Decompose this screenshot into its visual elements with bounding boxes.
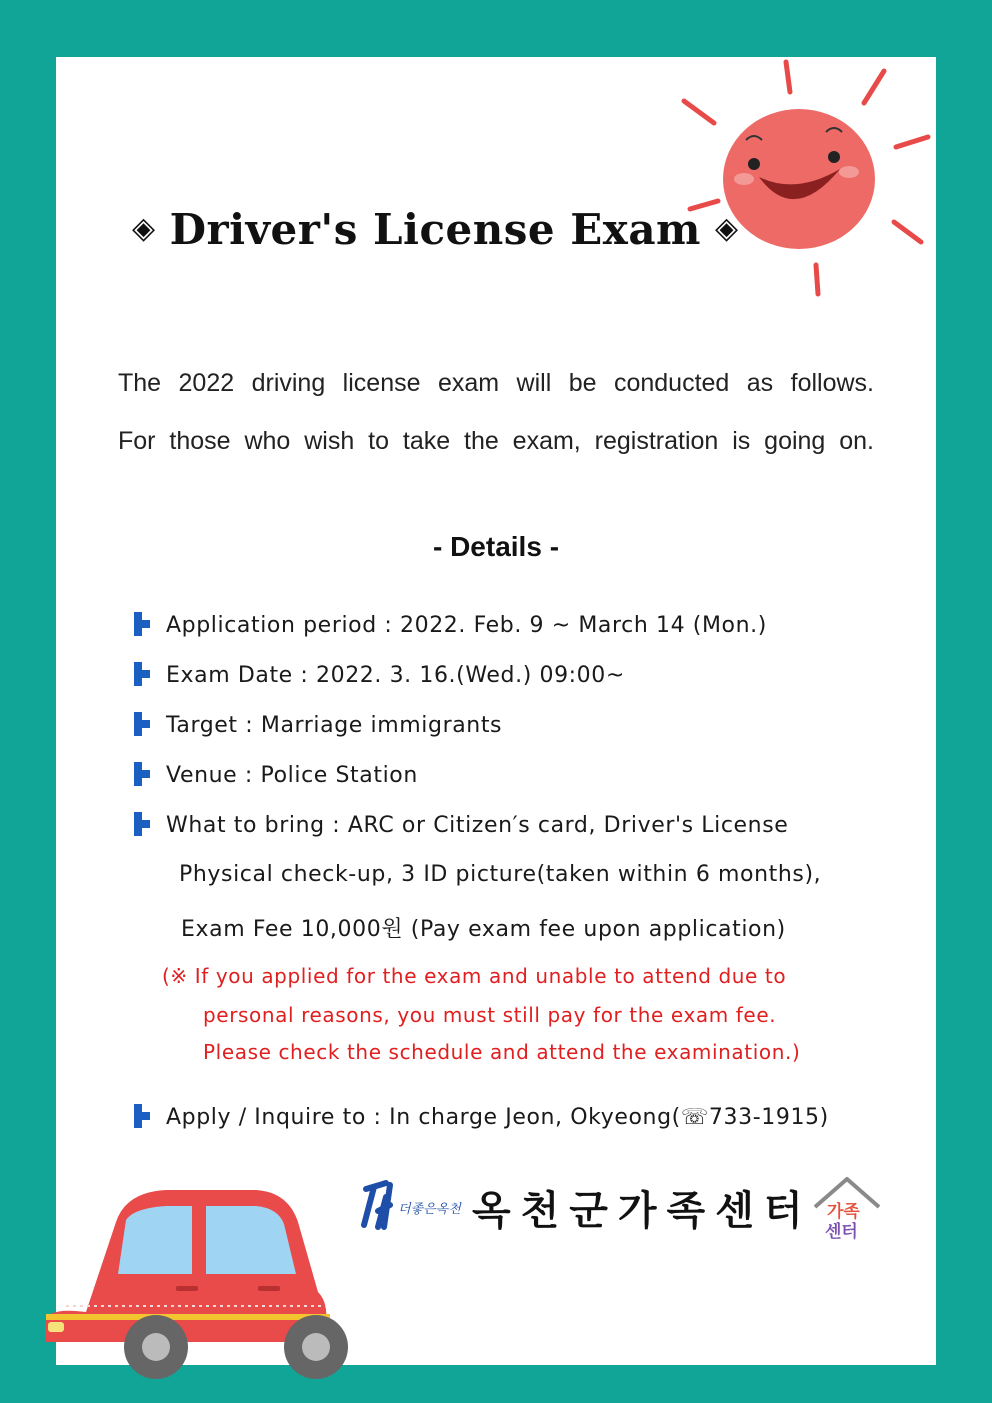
bullet-icon	[134, 612, 154, 636]
svg-text:가족: 가족	[827, 1202, 860, 1222]
diamond-icon: ◈	[714, 211, 739, 246]
detail-text: Exam Date : 2022. 3. 16.(Wed.) 09:00~	[166, 663, 625, 688]
notice-line: personal reasons, you must still pay for the exam fee.	[203, 1003, 777, 1027]
diamond-icon: ◈	[132, 211, 156, 246]
svg-text:센터: 센터	[825, 1222, 858, 1242]
slogan-logo	[356, 1177, 461, 1233]
detail-text: What to bring : ARC or Citizen′s card, Driver's License	[166, 813, 789, 838]
notice-line: Please check the schedule and attend the examination.)	[203, 1040, 801, 1064]
bring-continuation: Exam Fee 10,000원 (Pay exam fee upon application)	[181, 917, 786, 942]
detail-text: Target : Marriage immigrants	[166, 713, 503, 738]
detail-item	[134, 812, 788, 838]
detail-item	[134, 712, 502, 738]
bullet-icon	[134, 1104, 154, 1128]
family-center-logo	[811, 1173, 883, 1245]
bullet-icon	[134, 712, 154, 736]
detail-item	[134, 612, 767, 638]
intro-line: For those who wish to take the exam, registration is going on.	[118, 427, 874, 455]
bullet-icon	[134, 762, 154, 786]
contact-item	[134, 1104, 829, 1130]
bullet-icon	[134, 662, 154, 686]
car-illustration	[26, 1182, 346, 1382]
title-text: Driver's License Exam	[169, 205, 701, 254]
bullet-icon	[134, 812, 154, 836]
organization-name: 옥천군가족센터	[472, 1188, 813, 1234]
bring-continuation: Physical check-up, 3 ID picture(taken within 6 months),	[179, 862, 822, 887]
details-heading: - Details -	[432, 531, 560, 562]
poster-page	[56, 57, 936, 1365]
intro-line: The 2022 driving license exam will be conducted as follows.	[118, 369, 874, 397]
detail-item	[134, 662, 625, 688]
detail-item	[134, 762, 418, 788]
svg-text:더좋은옥천: 더좋은옥천	[398, 1202, 461, 1217]
page-title	[132, 205, 752, 254]
contact-text: Apply / Inquire to : In charge Jeon, Okyeong(☏733-1915)	[166, 1105, 829, 1130]
detail-text: Venue : Police Station	[166, 763, 418, 788]
sun-illustration	[656, 57, 936, 307]
detail-text: Application period : 2022. Feb. 9 ~ March 14 (Mon.)	[166, 613, 767, 638]
notice-line: (※ If you applied for the exam and unable to attend due to	[162, 964, 787, 988]
